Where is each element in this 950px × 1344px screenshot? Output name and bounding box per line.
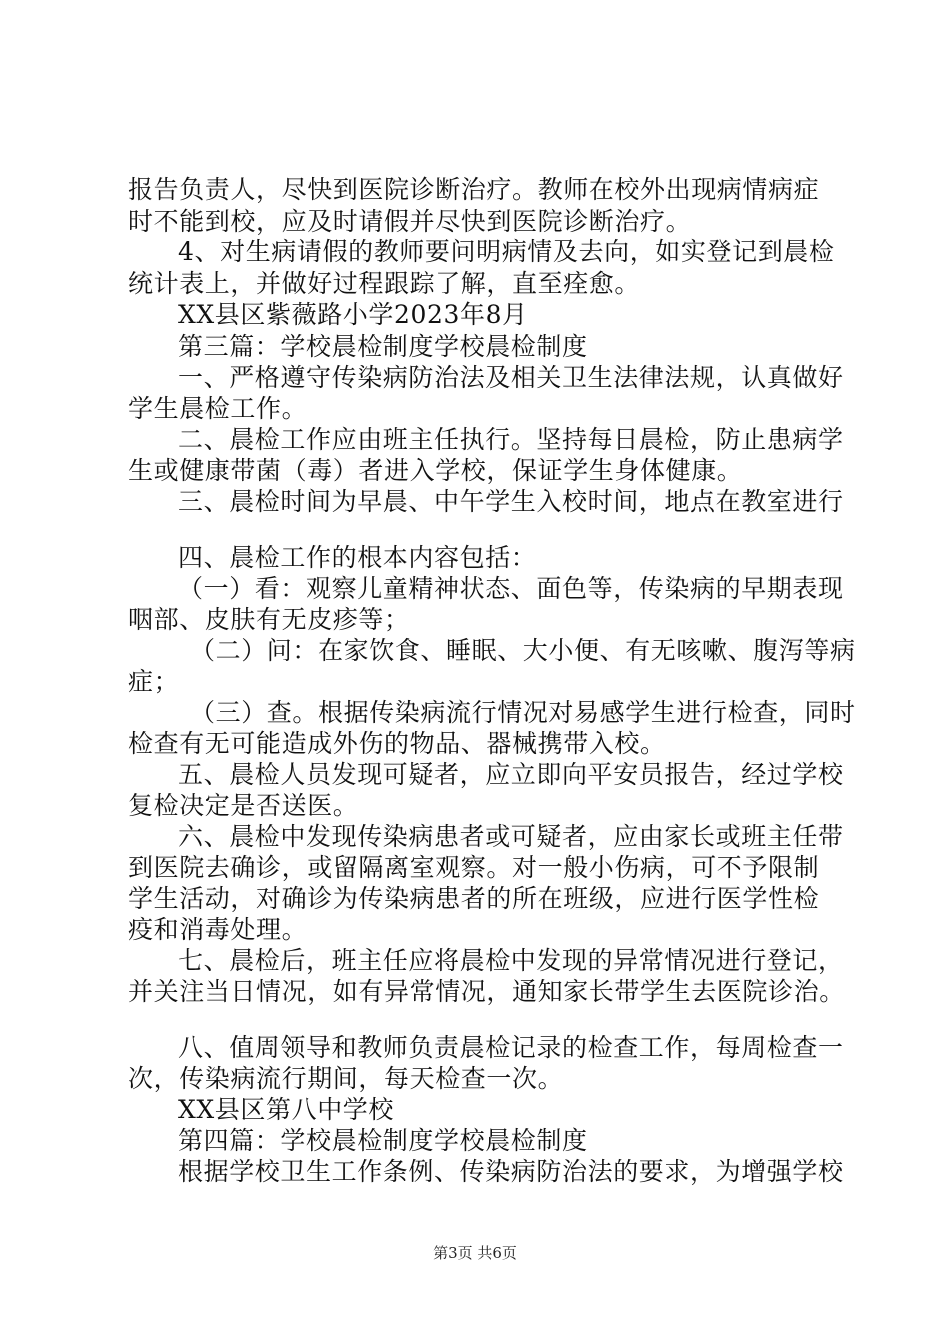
signature-line: XX县区第八中学校 (178, 1095, 394, 1124)
signature-line: XX县区紫薇路小学2023年8月 (178, 300, 528, 329)
paragraph-line: 五、晨检人员发现可疑者，应立即向平安员报告，经过学校 (178, 760, 844, 789)
paragraph-line: 生或健康带菌（毒）者进入学校，保证学生身体健康。 (128, 456, 743, 485)
paragraph-line: （三）查。根据传染病流行情况对易感学生进行检查，同时 (190, 698, 856, 727)
paragraph-line: 二、晨检工作应由班主任执行。坚持每日晨检，防止患病学 (178, 425, 844, 454)
paragraph-line: 学生活动，对确诊为传染病患者的所在班级，应进行医学性检 (128, 884, 820, 913)
paragraph-line: 七、晨检后，班主任应将晨检中发现的异常情况进行登记， (178, 946, 844, 975)
paragraph-line: 报告负责人，尽快到医院诊断治疗。教师在校外出现病情病症 (128, 175, 820, 204)
paragraph-line: 时不能到校，应及时请假并尽快到医院诊断治疗。 (128, 207, 692, 236)
paragraph-line: 咽部、皮肤有无皮疹等； (128, 605, 410, 634)
paragraph-line: 症； (128, 667, 180, 696)
paragraph-line: 四、晨检工作的根本内容包括： (178, 543, 537, 572)
paragraph-line: 次，传染病流行期间，每天检查一次。 (128, 1064, 564, 1093)
paragraph-line: 疫和消毒处理。 (128, 915, 308, 944)
paragraph-line: 三、晨检时间为早晨、中午学生入校时间，地点在教室进行 (178, 487, 844, 516)
paragraph-line: （二）问：在家饮食、睡眠、大小便、有无咳嗽、腹泻等病 (190, 636, 856, 665)
paragraph-line: 4、对生病请假的教师要问明病情及去向，如实登记到晨检 (178, 237, 835, 266)
paragraph-line: 并关注当日情况，如有异常情况，通知家长带学生去医院诊治。 (128, 977, 845, 1006)
paragraph-line: 一、严格遵守传染病防治法及相关卫生法律法规，认真做好 (178, 363, 844, 392)
paragraph-line: 检查有无可能造成外伤的物品、器械携带入校。 (128, 729, 666, 758)
paragraph-line: 统计表上，并做好过程跟踪了解，直至痊愈。 (128, 269, 641, 298)
paragraph-line: 复检决定是否送医。 (128, 791, 359, 820)
paragraph-line: 到医院去确诊，或留隔离室观察。对一般小伤病，可不予限制 (128, 853, 820, 882)
section-heading: 第三篇：学校晨检制度学校晨检制度 (178, 332, 588, 361)
paragraph-line: 六、晨检中发现传染病患者或可疑者，应由家长或班主任带 (178, 822, 844, 851)
section-heading: 第四篇：学校晨检制度学校晨检制度 (178, 1126, 588, 1155)
page-number-footer: 第3页 共6页 (433, 1244, 517, 1262)
paragraph-line: （一）看：观察儿童精神状态、面色等，传染病的早期表现 (178, 574, 844, 603)
paragraph-line: 学生晨检工作。 (128, 394, 308, 423)
paragraph-line: 八、值周领导和教师负责晨检记录的检查工作，每周检查一 (178, 1033, 844, 1062)
paragraph-line: 根据学校卫生工作条例、传染病防治法的要求，为增强学校 (178, 1157, 844, 1186)
